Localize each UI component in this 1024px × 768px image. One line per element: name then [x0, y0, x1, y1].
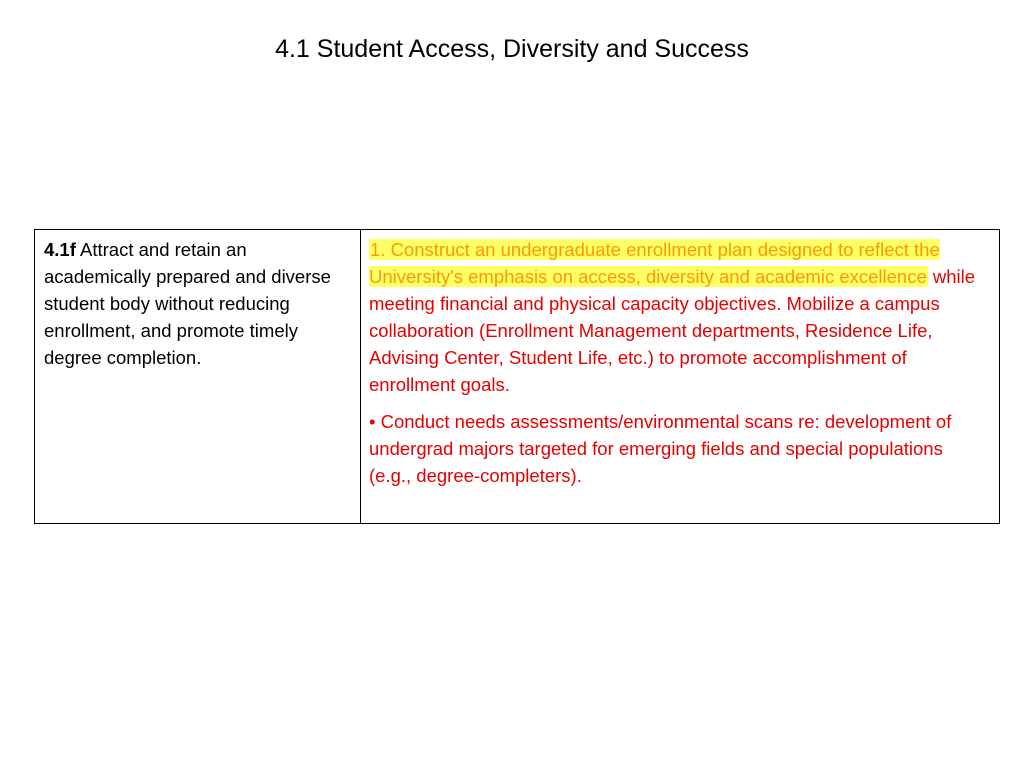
highlighted-action-text: 1. Construct an undergraduate enrollment plan designed to reflect the University's emphasis on access, diversity and academic excellence: [369, 239, 940, 287]
goal-description: Attract and retain an academically prepared and diverse student body without reducing enrollment, and promote timely degree completion.: [44, 239, 331, 368]
goal-cell: [35, 230, 361, 524]
slide-title: 4.1 Student Access, Diversity and Success: [275, 35, 749, 63]
action-paragraph: [369, 236, 989, 398]
goal-action-table: [34, 229, 1000, 524]
table-row: [35, 230, 1000, 524]
action-bullet: • Conduct needs assessments/environmental scans re: development of undergrad majors targeted for emerging fields and special populations (e.g., degree-completers).: [369, 411, 952, 486]
goal-code: 4.1f: [44, 239, 76, 260]
action-continuation-text: while meeting financial and physical capacity objectives. Mobilize a campus collaboration (Enrollment Management departments, Residence Life, Advising Center, Student Life, etc.) to promote accomplishment of enrollment goals.: [369, 266, 976, 395]
action-cell: [361, 230, 1000, 524]
